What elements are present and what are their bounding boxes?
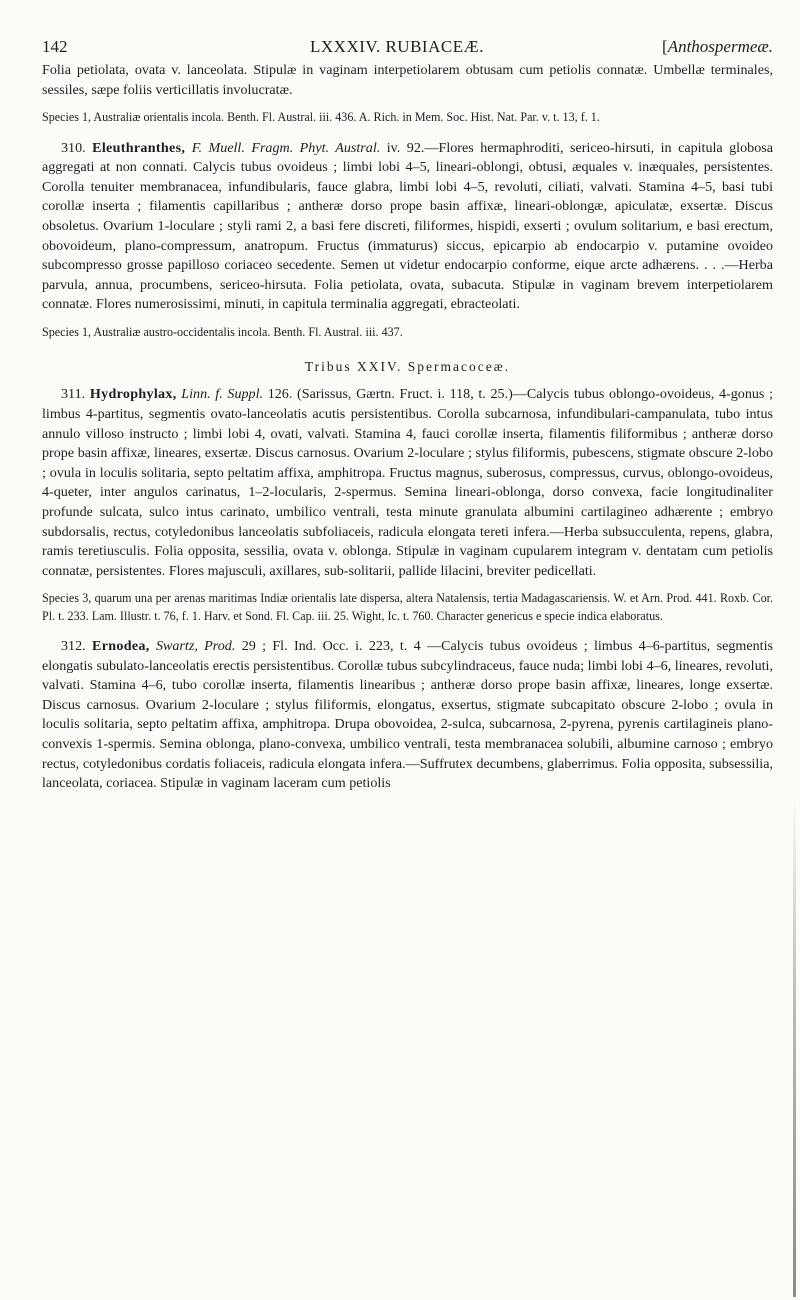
genus-description: iv. 92.—Flores hermaphroditi, sericeo-hirsuti, in capitula globosa aggregati at non connati. Calycis tubus ovoideus ; limbi lobi 4–5, lineari-oblongi, obtusi, æquales v. inæquales, persistentes. Corolla tenuiter membranacea, infundibularis, fauce glabra, limbi lobi 4–5, revoluti, ciliati, valvati. Stamina 4–5, basi tubi corollæ inserta ; filamentis capillaribus ; antheræ dorso prope basin affixæ, lineari-oblongæ, apiculatæ, exsertæ. Discus obsoletus. Ovarium 1-loculare ; styli rami 2, a basi fere discreti, filiformes, hispidi, exserti ; ovulum solitarium, e basi erectum, obovoideum, plano-compressum, anatropum. Fructus (immaturus) siccus, epicarpio ab endocarpio v. putamine ovoideo subcompresso grosse papilloso coriaceo secedente. Semen ut videtur endocarpio conforme, eique arcte adhærens. . . .—Herba parvula, annua, procumbens, sericeo-hirsuta. Folia petiolata, ovata, subacuta. Stipulæ in vaginam brevem interpetiolarem connatæ. Flores numerosissimi, minuti, in capitula terminalia aggregati, ebracteolati. — [42, 139, 773, 313]
genus-name: Eleuthranthes, — [92, 139, 186, 156]
genus-entry-312 — [42, 637, 773, 794]
genus-entry-311 — [42, 385, 773, 581]
book-page — [0, 37, 800, 1300]
genus-author: F. Muell. Fragm. Phyt. Austral. — [191, 139, 381, 156]
genus-author: Swartz, Prod. — [155, 638, 236, 655]
running-section: [Anthospermeæ. — [662, 37, 773, 56]
genus-entry-310 — [42, 139, 773, 315]
species-note-310: Species 1, Australiæ austro-occidentalis incola. Benth. Fl. Austral. iii. 437. — [42, 324, 403, 339]
genus-description: 29 ; Fl. Ind. Occ. i. 223, t. 4 —Calycis tubus ovoideus ; limbus 4–6-partitus, segmentis elongatis subulato-lanceolatis erectis persistentibus. Corollæ tubus subcylindraceus, fauce nuda; limbi lobi 4–6, lineares, revoluti, valvati. Stamina 4–6, tubo corollæ inserta, filamentis linearibus ; antheræ dorso prope basin affixæ, lineares, longe exsertæ. Discus carnosus. Ovarium 2-loculare ; stylus filiformis, elongatus, exsertus, stigmate subcapitato obscure 2-lobo ; ovula in loculis solitaria, septo peltatim affixa, amphitropa. Drupa obovoidea, 2-sulca, subcarnosa, 2-pyrena, pyrenis cartilagineis plano-convexis 1-spermis. Semina oblonga, plano-convexa, umbilico ventrali, testa membranacea solubili, albumine carnoso ; embryo rectus, cotyledonibus cordatis foliaceis, radicula elongata infera.—Suffrutex decumbens, glaberrimus. Folia opposita, subsessilia, lanceolata, coriacea. Stipulæ in vaginam laceram cum petiolis — [42, 638, 773, 792]
running-header — [42, 37, 773, 61]
genus-number: 311. — [61, 386, 86, 403]
tribe-heading: Tribus XXIV. Spermacoceæ. — [304, 359, 511, 375]
opening-description: Folia petiolata, ovata v. lanceolata. Stipulæ in vaginam interpetiolarem obtusam cum petiolis connatæ. Umbellæ terminales, sessiles, sæpe foliis verticillatis involucratæ. — [42, 62, 773, 98]
genus-number: 310. — [61, 139, 86, 156]
genus-description: 126. (Sarissus, Gærtn. Fruct. i. 118, t. 25.)—Calycis tubus oblongo-ovoideus, 4-gonus ; limbus 4-partitus, segmentis ovato-lanceolatis acutis persistentibus. Corolla subcarnosa, infundibulari-campanulata, tubo intus annulo villoso instructo ; limbi lobi 4, ovati, valvati. Stamina 4, fauci corollæ inserta, filamentis filiformibus ; antheræ dorso prope basin affixæ, lineares, exsertæ. Discus carnosus. Ovarium 2-loculare ; stylus filiformis, pubescens, stigmate obscure 2-lobo ; ovula in loculis solitaria, septo peltatim affixa, amphitropa. Fructus magnus, suberosus, compressus, curvus, oblongo-ovoideus, 4-queter, inter angulos carinatus, 1–2-locularis, 2-spermus. Semina lineari-oblonga, dorso convexa, facie longitudinaliter profunde sulcata, sulco intus carinato, umbilico ventrali, testa minute granulata albumini cartilagineo adhærente ; embryo subdorsalis, rectus, cotyledonibus lanceolatis subfoliaceis, radicula elongata tereti infera.—Herba subsucculenta, repens, glabra, ramis teretiusculis. Folia opposita, sessilia, ovata v. oblonga. Stipulæ in vaginam cupularem integram v. dentatam cum petiolis connatæ, persistentes. Flores majusculi, axillares, sub-solitarii, pallide lilacini, breviter pedicellati. — [42, 386, 773, 579]
genus-name: Ernodea, — [92, 638, 150, 655]
genus-name: Hydrophylax, — [89, 386, 177, 403]
opening-species-note: Species 1, Australiæ orientalis incola. Benth. Fl. Austral. iii. 436. A. Rich. in Mem. Soc. Hist. Nat. Par. v. t. 13, f. 1. — [42, 110, 600, 125]
running-title: LXXXIV. RUBIACEÆ. — [310, 37, 484, 56]
scan-edge-shadow — [793, 797, 796, 1297]
page-number: 142 — [42, 37, 68, 56]
genus-number: 312. — [61, 638, 86, 655]
species-note-311: Species 3, quarum una per arenas maritimas Indiæ orientalis late dispersa, altera Natalensis, tertia Madagascariensis. W. et Arn. Prod. 441. Roxb. Cor. Pl. t. 233. Lam. Illustr. t. 76, f. 1. Harv. et Sond. Fl. Cap. iii. 25. Wight, Ic. t. 760. Character genericus e specie indica elaboratus. — [42, 591, 773, 623]
genus-author: Linn. f. Suppl. — [181, 386, 264, 403]
